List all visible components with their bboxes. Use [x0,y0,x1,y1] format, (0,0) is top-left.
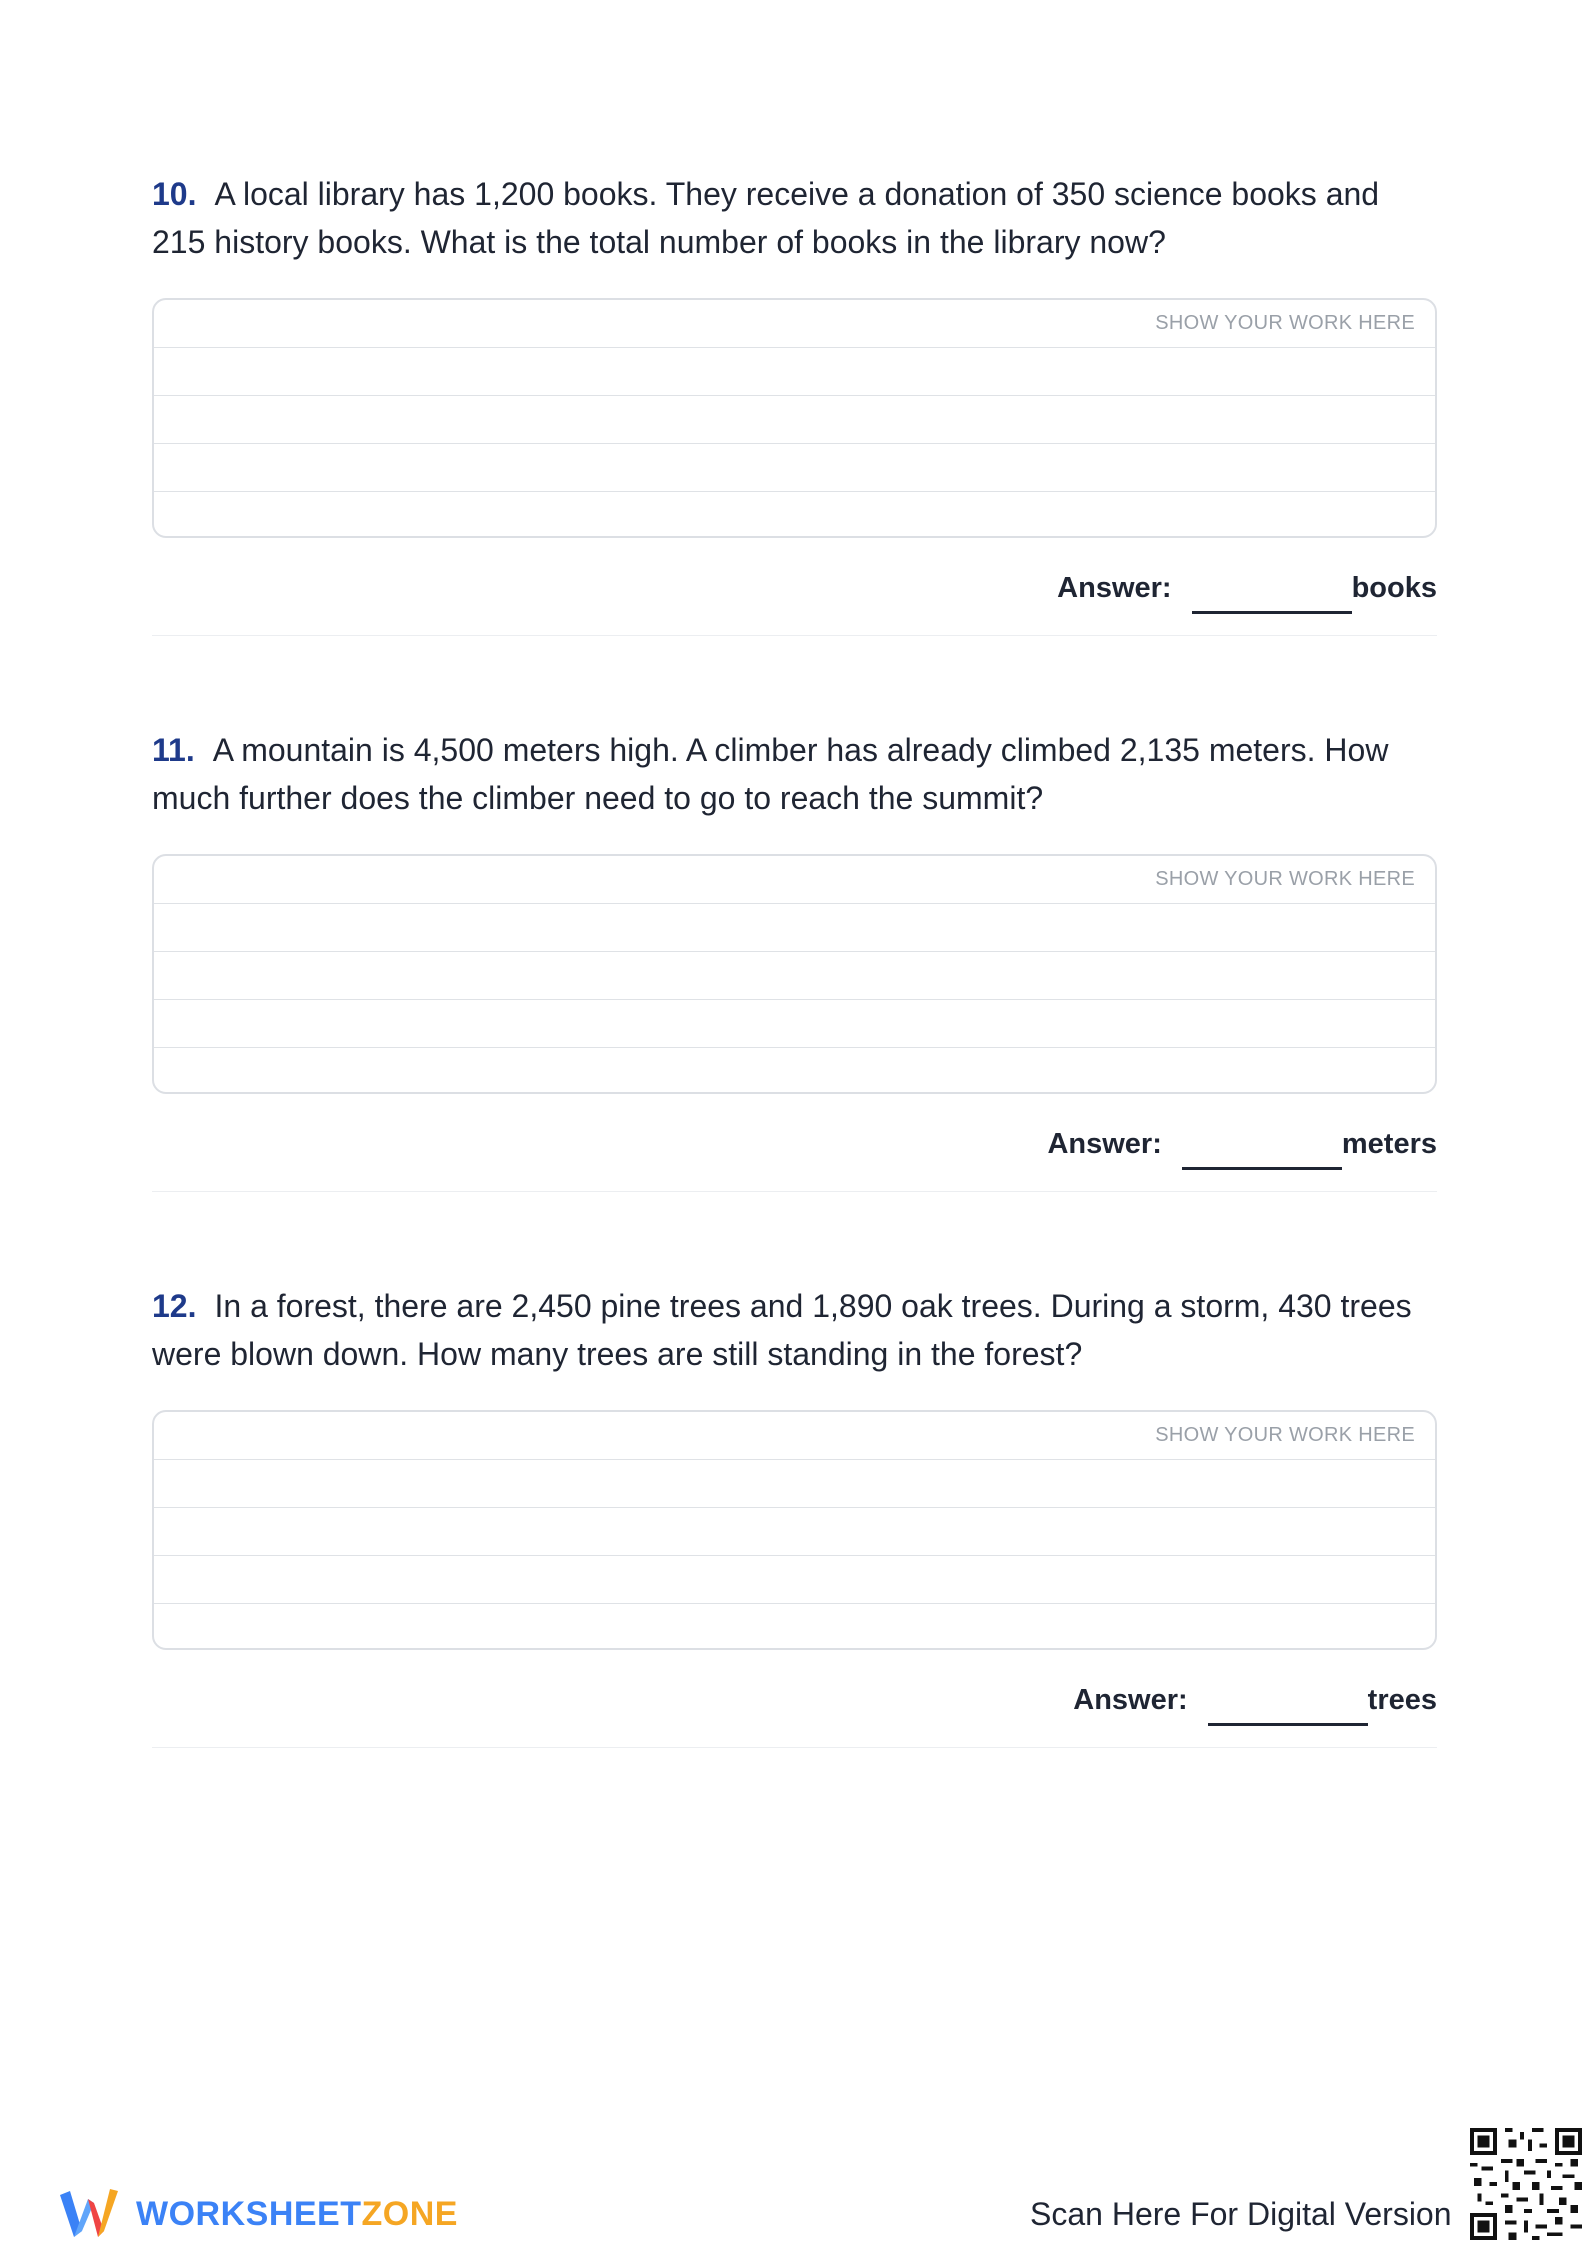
work-line [154,444,1435,492]
question-number: 11. [152,732,195,768]
question-body: A local library has 1,200 books. They receive a donation of 350 science books and 215 history books. What is the total number of books in the library now? [152,176,1380,260]
worksheetzone-logo-icon [58,2187,122,2241]
work-line [154,348,1435,396]
qr-code-icon[interactable] [1470,2128,1582,2240]
brand-name-part2: ZONE [361,2194,458,2233]
question-number: 12. [152,1288,197,1324]
answer-row [1057,562,1437,606]
question-body: A mountain is 4,500 meters high. A climber has already climbed 2,135 meters. How much further does the climber need to go to reach the summit? [152,732,1389,816]
work-hint: SHOW YOUR WORK HERE [1155,1424,1415,1446]
brand-logo[interactable] [58,2186,458,2242]
work-line [154,1048,1435,1094]
answer-unit: meters [1341,1128,1437,1160]
work-line [154,1556,1435,1604]
work-line [154,1508,1435,1556]
divider [152,1747,1437,1748]
question-10 [152,170,1437,604]
answer-blank[interactable] [1208,1690,1368,1726]
question-text [152,1282,1437,1378]
work-area[interactable] [152,1410,1437,1650]
work-line [154,856,1435,904]
answer-label: Answer: [1057,572,1172,604]
work-line [154,952,1435,1000]
answer-unit: books [1351,572,1437,604]
answer-label: Answer: [1073,1684,1188,1716]
question-text [152,170,1437,266]
question-number: 10. [152,176,197,212]
answer-unit: trees [1367,1684,1437,1716]
answer-label: Answer: [1047,1128,1162,1160]
answer-row [1047,1118,1437,1162]
work-hint: SHOW YOUR WORK HERE [1155,312,1415,334]
brand-name [136,2195,458,2234]
question-body: In a forest, there are 2,450 pine trees and 1,890 oak trees. During a storm, 430 trees were blown down. How many trees are still standing in the forest? [152,1288,1412,1372]
work-line [154,492,1435,538]
work-area[interactable] [152,298,1437,538]
work-line [154,1000,1435,1048]
work-line [154,396,1435,444]
question-11 [152,726,1437,1160]
work-hint: SHOW YOUR WORK HERE [1155,868,1415,890]
answer-blank[interactable] [1192,578,1352,614]
work-line [154,1460,1435,1508]
brand-name-part1: WORKSHEET [136,2194,362,2233]
divider [152,1191,1437,1192]
question-text [152,726,1437,822]
work-line [154,1412,1435,1460]
answer-row [1073,1674,1437,1718]
work-line [154,904,1435,952]
divider [152,635,1437,636]
work-area[interactable] [152,854,1437,1094]
question-12 [152,1282,1437,1716]
work-line [154,1604,1435,1650]
work-line [154,300,1435,348]
scan-instruction: Scan Here For Digital Version [1030,2196,1452,2232]
answer-blank[interactable] [1182,1134,1342,1170]
